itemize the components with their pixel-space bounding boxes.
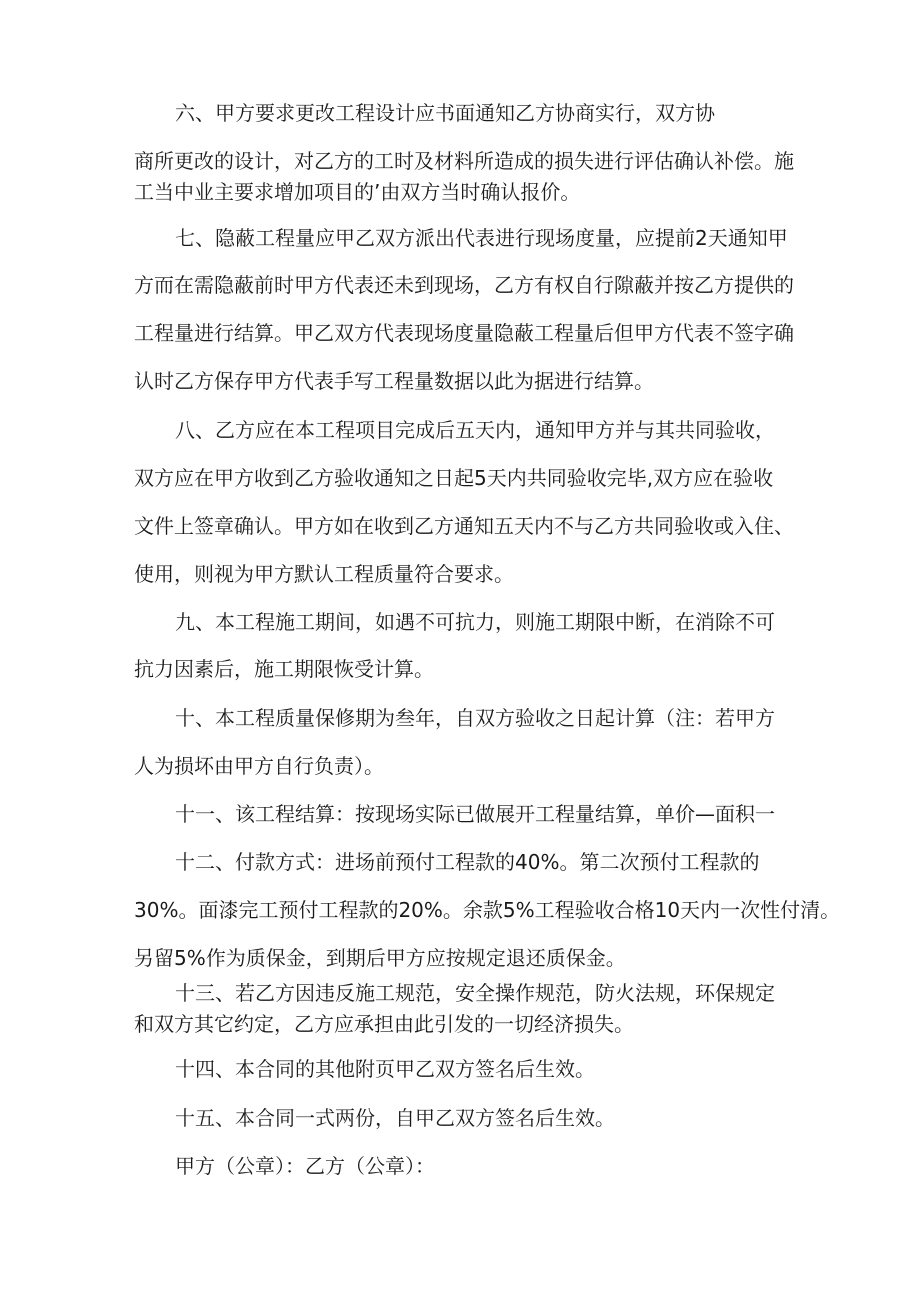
clause-13-line-2: 和双方其它约定，乙方应承担由此引发的一切经济损失。 [134, 1012, 634, 1036]
clause-13-line-1: 十三、若乙方因违反施工规范，安全操作规范，防火法规，环保规定 [175, 981, 775, 1005]
clause-15-line-1: 十五、本合同一式两份，自甲乙双方签名后生效。 [175, 1106, 615, 1130]
clause-7-line-2: 方而在需隐蔽前时甲方代表还未到现场，乙方有权自行隙蔽并按乙方提供的 [134, 273, 794, 297]
clause-8-line-4: 使用，则视为甲方默认工程质量符合要求。 [134, 562, 514, 586]
clause-10-line-2: 人为损坏由甲方自行负责）。 [134, 754, 384, 778]
clause-10-line-1: 十、本工程质量保修期为叁年，自双方验收之日起计算（注：若甲方 [175, 706, 775, 730]
clause-6-line-2: 商所更改的设计，对乙方的工时及材料所造成的损失进行评估确认补偿。施 [134, 149, 794, 173]
clause-7-line-1: 七、隐蔽工程量应甲乙双方派出代表进行现场度量，应提前2天通知甲 [175, 226, 788, 250]
clause-9-line-2: 抗力因素后，施工期限恢受计算。 [134, 657, 434, 681]
clause-11-line-1: 十一、该工程结算：按现场实际已做展开工程量结算，单价—面积一 [175, 802, 775, 826]
clause-12-line-1: 十二、付款方式：进场前预付工程款的40%。第二次预付工程款的 [175, 850, 760, 874]
clause-6-line-1: 六、甲方要求更改工程设计应书面通知乙方协商实行，双方协 [175, 101, 715, 125]
clause-7-line-4: 认时乙方保存甲方代表手写工程量数据以此为据进行结算。 [134, 369, 654, 393]
clause-8-line-3: 文件上签章确认。甲方如在收到乙方通知五天内不与乙方共同验收或入住、 [134, 514, 794, 538]
clause-9-line-1: 九、本工程施工期间，如遇不可抗力，则施工期限中断，在消除不可 [175, 610, 775, 634]
clause-8-line-2: 双方应在甲方收到乙方验收通知之日起5天内共同验收完毕,双方应在验收 [134, 466, 774, 490]
signature-line: 甲方（公章）：乙方（公章）： [175, 1154, 435, 1178]
clause-12-line-2: 30%。面漆完工预付工程款的20%。余款5%工程验收合格10天内一次性付清。 [134, 898, 841, 922]
clause-14-line-1: 十四、本合同的其他附页甲乙双方签名后生效。 [175, 1057, 595, 1081]
clause-8-line-1: 八、乙方应在本工程项目完成后五天内，通知甲方并与其共同验收， [175, 418, 775, 442]
clause-7-line-3: 工程量进行结算。甲乙双方代表现场度量隐蔽工程量后但甲方代表不签字确 [134, 321, 794, 345]
clause-6-line-3: 工当中业主要求增加项目的’由双方当时确认报价。 [134, 180, 581, 204]
clause-12-line-3: 另留5%作为质保金，到期后甲方应按规定退还质保金。 [134, 946, 626, 970]
